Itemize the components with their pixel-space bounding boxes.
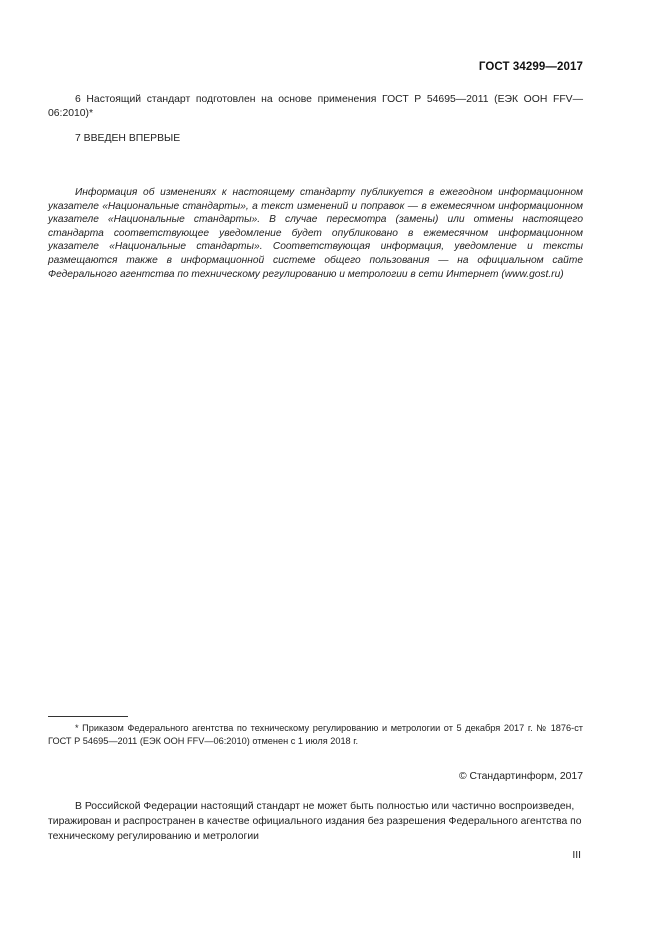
copyright-line: © Стандартинформ, 2017 [458, 771, 583, 782]
page-number: III [572, 850, 581, 861]
foreword-item-6: 6 Настоящий стандарт подготовлен на основе применения ГОСТ Р 54695—2011 (ЕЭК ООН FFV—06:2010)* [48, 94, 583, 119]
change-info-paragraph: Информация об изменениях к настоящему стандарту публикуется в ежегодном информационном указателе «Национальные стандарты», а текст изменений и поправок — в ежемесячном информационном указателе «Национальные стандарты». В случае пересмотра (замены) или отмены настоящего стандарта соответствующее уведомление будет опубликовано в ежемесячном информационном указателе «Национальные стандарты». Соответствующая информация, уведомление и тексты размещаются также в информационной системе общего пользования — на официальном сайте Федерального агентства по техническому регулированию и метрологии в сети Интернет (www.gost.ru) [48, 187, 583, 280]
footnote-text: * Приказом Федерального агентства по техническому регулированию и метрологии от 5 декабря 2017 г. № 1876-ст ГОСТ Р 54695—2011 (ЕЭК ООН FFV—06:2010) отменен с 1 июля 2018 г. [48, 723, 583, 746]
footnote-divider [48, 716, 128, 717]
rights-notice: В Российской Федерации настоящий стандарт не может быть полностью или частично воспроизведен, тиражирован и распространен в качестве официального издания без разрешения Федерального агентства по техническому регулированию и метрологии [48, 801, 582, 842]
foreword-item-7: 7 ВВЕДЕН ВПЕРВЫЕ [75, 133, 181, 144]
standard-code-header: ГОСТ 34299—2017 [478, 61, 583, 73]
